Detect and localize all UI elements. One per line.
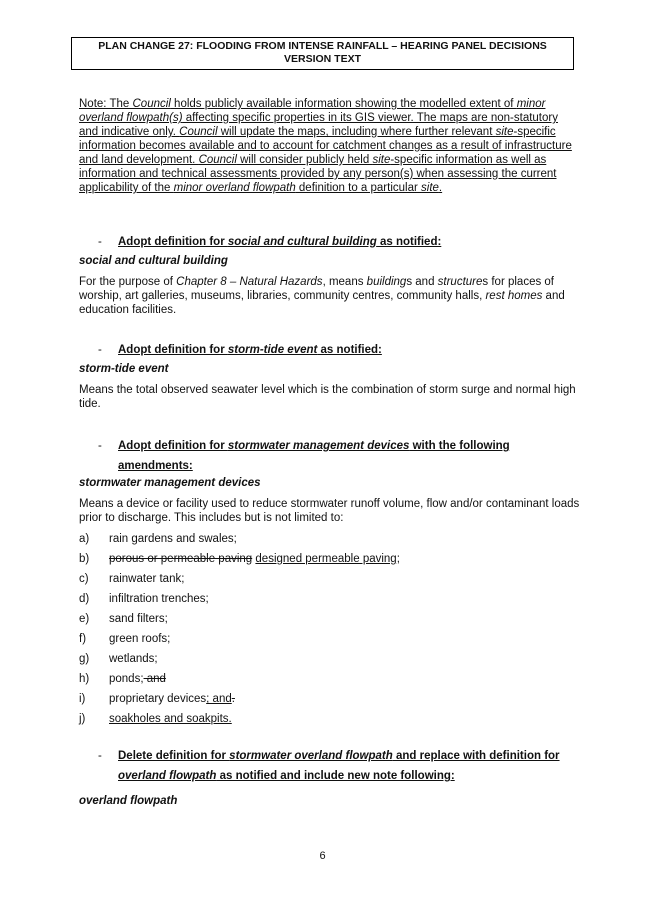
item-text: ponds; [109,673,144,685]
heading-text: Adopt definition for [118,344,228,356]
def-text: and education facilities. [79,290,565,316]
document-header [71,37,574,70]
heading-text: as notified: [376,236,442,248]
bullet-heading [118,232,568,252]
def-text: For the purpose of [79,276,177,288]
list-label: a) [79,533,90,545]
bullet-heading [118,340,568,360]
heading-text: Delete definition for [118,750,230,762]
bullet-stormwater-devices [98,436,568,476]
inserted-text: designed permeable paving [255,553,397,565]
def-text: s for places of worship, art galleries, museums, libraries, community centres, community halls, [79,276,554,302]
note-text: -specific information as well as information and technical assessments provided by any person(s) when assessing the current applicability of the [79,154,557,194]
heading-text: Adopt definition for [118,440,228,452]
note-text: will update the maps, including where further relevant [217,126,496,138]
heading-italic: storm-tide event [227,344,318,356]
bullet-social-cultural [98,232,568,252]
bullet-dash: - [98,344,102,356]
def-italic: Chapter 8 – Natural Hazards [176,276,323,288]
list-label: h) [79,673,90,685]
list-label: d) [79,593,90,605]
heading-text: as notified and include new note following: [216,770,455,782]
list-label: e) [79,613,90,625]
heading-text: Adopt definition for [118,236,228,248]
note-text: definition to a particular [295,182,422,194]
def-text: , means [322,276,367,288]
list-value [109,573,184,585]
list-value [109,613,168,625]
list-value [109,553,400,565]
inserted-text: soakholes and soakpits. [109,713,232,725]
header-line-1: PLAN CHANGE 27: FLOODING FROM INTENSE RAINFALL – HEARING PANEL DECISIONS [98,40,547,52]
bullet-heading [118,746,568,786]
note-paragraph [79,97,579,195]
heading-italic: social and cultural building [227,236,377,248]
note-text: -specific information becomes available and to account for catchment changes as a result of infrastructure and land development. [79,126,572,166]
list-label: c) [79,573,89,585]
note-text: will consider publicly held [236,154,373,166]
note-text: . [438,182,443,194]
header-line-2: VERSION TEXT [283,53,361,65]
note-italic: Council [179,126,218,138]
bullet-dash: - [98,440,102,452]
bullet-dash: - [98,750,102,762]
note-italic: Council [132,98,171,110]
note-text: affecting specific properties in its GIS viewer. The maps are non-statutory and indicative only. [79,112,558,138]
deleted-text: . [231,693,235,705]
note-text: holds publicly available information showing the modelled extent of [170,98,517,110]
list-value [109,713,232,725]
heading-italic: overland flowpath [118,770,217,782]
heading-text: with the following amendments: [118,440,510,472]
def-italic: rest homes [485,290,543,302]
bullet-heading [118,436,568,476]
deleted-text: and [143,673,166,685]
inserted-text: ; and [206,693,232,705]
item-text: rainwater tank; [109,573,185,585]
item-text: sand filters; [109,613,168,625]
definition-stormwater-devices: Means a device or facility used to reduce stormwater runoff volume, flow and/or contaminant loads prior to discharge. This includes but is not limited to: [79,498,580,524]
note-italic: site [495,126,514,138]
note-text: Note: The [79,98,133,110]
item-text: ; [396,553,400,565]
list-value [109,673,166,685]
bullet-dash: - [98,236,102,248]
list-value [109,633,170,645]
list-value [109,653,158,665]
term-storm-tide: storm-tide event [79,363,169,375]
item-text: wetlands; [109,653,158,665]
list-label: j) [79,713,86,725]
term-overland-flowpath: overland flowpath [79,795,178,807]
list-label: i) [79,693,86,705]
note-italic: site [421,182,439,194]
page-number: 6 [319,850,326,862]
bullet-overland-flowpath [98,746,568,786]
definition-storm-tide: Means the total observed seawater level which is the combination of storm surge and normal high tide. [79,384,576,410]
item-text: rain gardens and swales; [109,533,237,545]
bullet-storm-tide [98,340,568,360]
list-label: b) [79,553,90,565]
def-italic: building [366,276,407,288]
list-value [109,593,209,605]
def-text: s and [406,276,438,288]
item-text: green roofs; [109,633,171,645]
list-value [109,693,235,705]
definition-social-cultural [79,275,584,317]
item-text: proprietary devices [109,693,207,705]
def-italic: structure [437,276,483,288]
note-italic: site [372,154,391,166]
list-value [109,533,237,545]
heading-text: as notified: [317,344,382,356]
term-social-cultural: social and cultural building [79,255,228,267]
heading-italic: stormwater management devices [227,440,410,452]
list-label: g) [79,653,90,665]
note-italic: Council [198,154,237,166]
heading-text: and replace with definition for [392,750,560,762]
list-label: f) [79,633,87,645]
note-italic: minor overland flowpath(s) [79,98,546,124]
term-stormwater-devices: stormwater management devices [79,477,261,489]
deleted-text: porous or permeable paving [109,553,253,565]
heading-italic: stormwater overland flowpath [229,750,393,762]
note-italic: minor overland flowpath [173,182,296,194]
item-text: infiltration trenches; [109,593,209,605]
